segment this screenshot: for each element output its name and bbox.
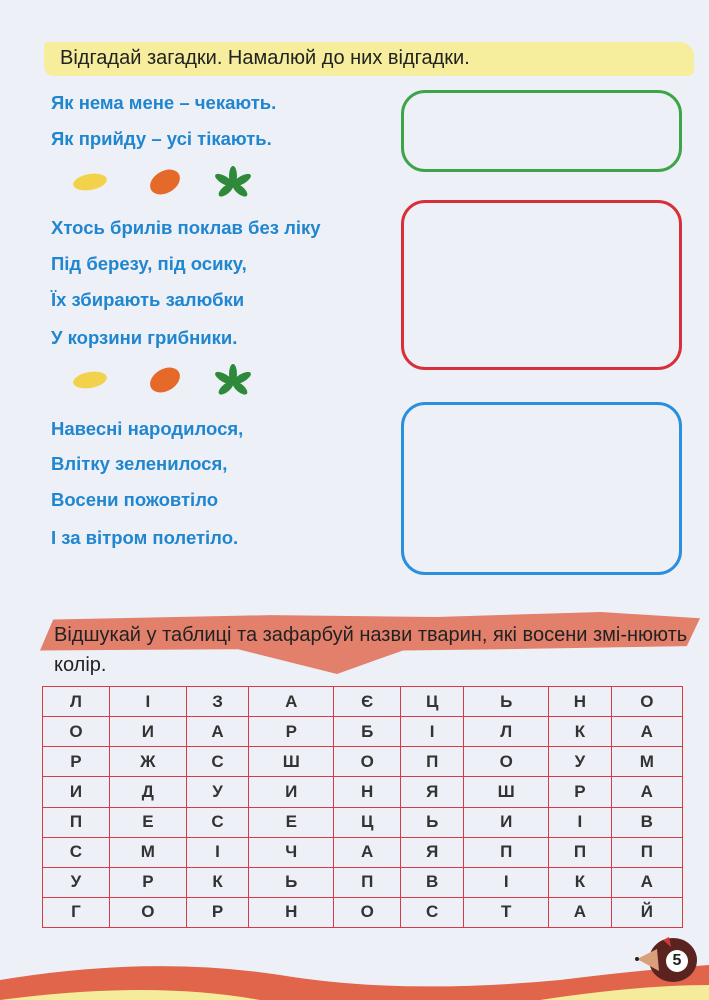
riddle-line: Влітку зеленилося, xyxy=(51,453,228,474)
grid-cell[interactable]: О xyxy=(334,897,401,927)
grid-cell[interactable]: Л xyxy=(464,717,549,747)
grid-cell[interactable]: Ж xyxy=(109,747,186,777)
grid-cell[interactable]: С xyxy=(43,837,110,867)
grid-cell[interactable]: Н xyxy=(334,777,401,807)
grid-cell[interactable]: В xyxy=(401,867,464,897)
riddle-line: Восени пожовтіло xyxy=(51,489,219,510)
grid-cell[interactable]: О xyxy=(109,897,186,927)
drawing-box-1[interactable] xyxy=(401,90,682,172)
grid-cell[interactable]: Р xyxy=(249,717,334,747)
grid-row xyxy=(43,807,683,837)
grid-cell[interactable]: И xyxy=(464,807,549,837)
grid-cell[interactable]: А xyxy=(611,867,682,897)
drawing-box-3[interactable] xyxy=(401,402,682,575)
grid-cell[interactable]: П xyxy=(401,747,464,777)
grid-cell[interactable]: П xyxy=(43,807,110,837)
riddle-line: Хтось брилів поклав без ліку xyxy=(51,217,321,238)
grid-cell[interactable]: Ь xyxy=(464,687,549,717)
drawing-box-2[interactable] xyxy=(401,200,682,370)
grid-cell[interactable]: П xyxy=(334,867,401,897)
grid-cell[interactable]: Я xyxy=(401,837,464,867)
bottom-wave-decoration xyxy=(0,960,709,1000)
grid-cell[interactable]: О xyxy=(611,687,682,717)
grid-cell[interactable]: К xyxy=(186,867,248,897)
grid-cell[interactable]: Ш xyxy=(464,777,549,807)
word-search-grid xyxy=(42,686,683,928)
grid-cell[interactable]: Ш xyxy=(249,747,334,777)
grid-cell[interactable]: Б xyxy=(334,717,401,747)
riddle-line: І за вітром полетіло. xyxy=(51,527,239,548)
task2-title: Відшукай у таблиці та зафарбуй назви тварин, які восени змі-нюють колір. xyxy=(54,624,688,676)
grid-cell[interactable]: Т xyxy=(464,897,549,927)
grid-cell[interactable]: С xyxy=(186,807,248,837)
grid-cell[interactable]: К xyxy=(549,867,611,897)
grid-cell[interactable]: К xyxy=(549,717,611,747)
grid-cell[interactable]: Р xyxy=(186,897,248,927)
grid-cell[interactable]: Р xyxy=(549,777,611,807)
grid-cell[interactable]: Я xyxy=(401,777,464,807)
grid-cell[interactable]: Н xyxy=(249,897,334,927)
riddle-line: Навесні народилося, xyxy=(51,418,244,439)
grid-cell[interactable]: О xyxy=(43,717,110,747)
grid-row xyxy=(43,717,683,747)
grid-cell[interactable]: И xyxy=(109,717,186,747)
grid-row xyxy=(43,867,683,897)
grid-cell[interactable]: Е xyxy=(109,807,186,837)
grid-cell[interactable]: Н xyxy=(549,687,611,717)
grid-cell[interactable]: М xyxy=(109,837,186,867)
grid-cell[interactable]: Ц xyxy=(334,807,401,837)
grid-row xyxy=(43,687,683,717)
grid-cell[interactable]: В xyxy=(611,807,682,837)
grid-cell[interactable]: А xyxy=(611,777,682,807)
grid-cell[interactable]: П xyxy=(611,837,682,867)
grid-cell[interactable]: Д xyxy=(109,777,186,807)
grid-cell[interactable]: І xyxy=(464,867,549,897)
grid-cell[interactable]: П xyxy=(464,837,549,867)
grid-cell[interactable]: П xyxy=(549,837,611,867)
grid-row xyxy=(43,897,683,927)
grid-cell[interactable]: З xyxy=(186,687,248,717)
grid-cell[interactable]: Л xyxy=(43,687,110,717)
grid-row xyxy=(43,747,683,777)
grid-cell[interactable]: А xyxy=(186,717,248,747)
hedgehog-icon xyxy=(625,935,700,990)
grid-cell[interactable]: А xyxy=(249,687,334,717)
grid-cell[interactable]: Г xyxy=(43,897,110,927)
grid-cell[interactable]: У xyxy=(43,867,110,897)
grid-cell[interactable]: У xyxy=(549,747,611,777)
riddle-line: Під березу, під осику, xyxy=(51,253,247,274)
grid-row xyxy=(43,777,683,807)
riddle-line: Як нема мене – чекають. xyxy=(51,92,277,113)
grid-cell[interactable]: Й xyxy=(611,897,682,927)
task1-title: Відгадай загадки. Намалюй до них відгадки. xyxy=(60,47,470,69)
grid-cell[interactable]: А xyxy=(334,837,401,867)
grid-cell[interactable]: С xyxy=(186,747,248,777)
grid-cell[interactable]: М xyxy=(611,747,682,777)
grid-cell[interactable]: И xyxy=(249,777,334,807)
grid-cell[interactable]: О xyxy=(334,747,401,777)
grid-cell[interactable]: І xyxy=(109,687,186,717)
grid-cell[interactable]: І xyxy=(549,807,611,837)
grid-cell[interactable]: А xyxy=(549,897,611,927)
grid-row xyxy=(43,837,683,867)
grid-cell[interactable]: У xyxy=(186,777,248,807)
grid-cell[interactable]: Є xyxy=(334,687,401,717)
page-number: 5 xyxy=(666,950,688,972)
grid-cell[interactable]: Ц xyxy=(401,687,464,717)
grid-cell[interactable]: Ь xyxy=(401,807,464,837)
riddle-line: Як прийду – усі тікають. xyxy=(51,128,272,149)
leaves-divider-icon xyxy=(70,364,270,398)
grid-cell[interactable]: Ь xyxy=(249,867,334,897)
grid-cell[interactable]: И xyxy=(43,777,110,807)
grid-cell[interactable]: Р xyxy=(43,747,110,777)
grid-cell[interactable]: А xyxy=(611,717,682,747)
grid-cell[interactable]: Е xyxy=(249,807,334,837)
grid-cell[interactable]: О xyxy=(464,747,549,777)
grid-cell[interactable]: С xyxy=(401,897,464,927)
grid-cell[interactable]: Р xyxy=(109,867,186,897)
riddle-line: У корзини грибники. xyxy=(51,327,238,348)
grid-cell[interactable]: І xyxy=(186,837,248,867)
grid-cell[interactable]: Ч xyxy=(249,837,334,867)
riddle-line: Їх збирають залюбки xyxy=(51,289,245,310)
grid-cell[interactable]: І xyxy=(401,717,464,747)
leaves-divider-icon xyxy=(70,166,270,200)
